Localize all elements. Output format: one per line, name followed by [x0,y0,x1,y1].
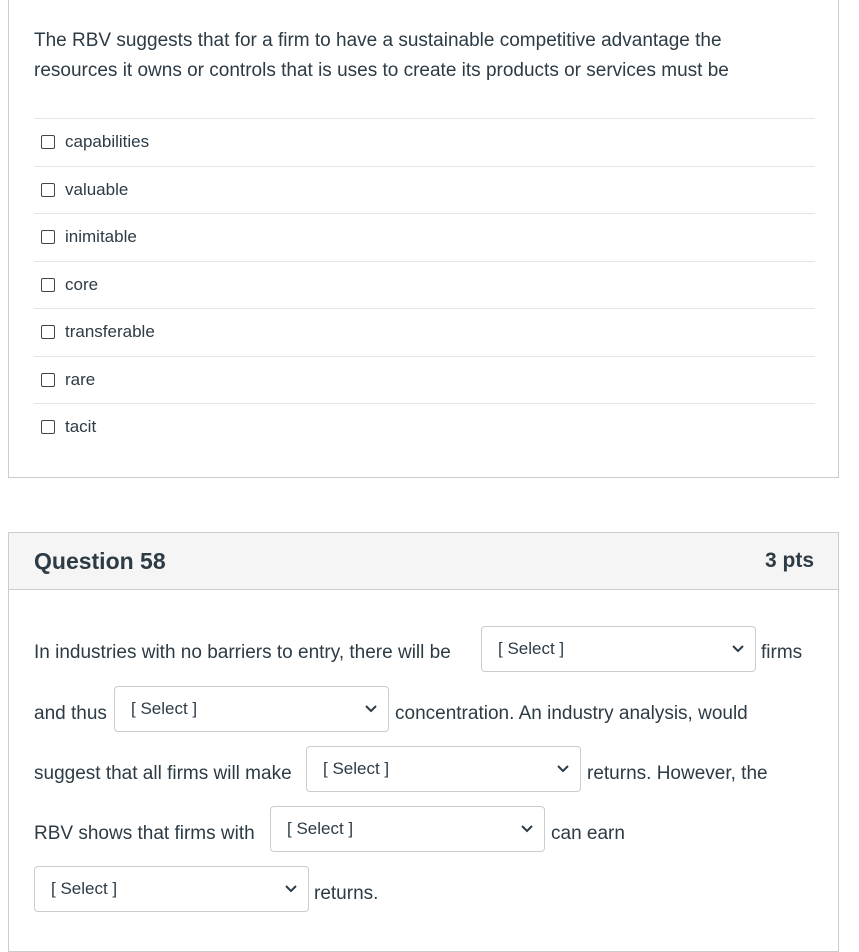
select-placeholder: [ Select ] [131,699,198,718]
answer-option[interactable] [34,118,815,166]
question-text: suggest that all firms will make [34,763,292,784]
answer-label: tacit [65,417,97,437]
checkbox[interactable] [41,135,55,149]
question-panel-prev [8,0,839,478]
checkbox[interactable] [41,183,55,197]
checkbox[interactable] [41,373,55,387]
chevron-down-icon [284,881,298,895]
answer-option[interactable] [34,356,815,404]
answer-option[interactable] [34,308,815,356]
question-text: returns. However, the [587,763,768,784]
checkbox[interactable] [41,230,55,244]
question-text: and thus [34,703,107,724]
question-header [9,533,838,590]
answer-label: core [65,274,99,294]
question-prompt: The RBV suggests that for a firm to have a sustainable competitive advantage the resources it owns or controls that is uses to create its products or services must be [34,30,729,81]
answer-select-1[interactable] [481,626,756,672]
answer-label: inimitable [65,227,137,247]
chevron-down-icon [364,701,378,715]
select-placeholder: [ Select ] [51,879,118,898]
answer-label: capabilities [65,132,150,152]
answer-option[interactable] [34,261,815,309]
answer-option[interactable] [34,213,815,261]
answer-option[interactable] [34,403,815,451]
chevron-down-icon [731,641,745,655]
question-text: firms [761,642,803,663]
question-text: RBV shows that firms with [34,823,255,844]
answer-select-4[interactable] [270,806,545,852]
select-placeholder: [ Select ] [498,639,565,658]
answer-select-2[interactable] [114,686,389,732]
chevron-down-icon [556,761,570,775]
answer-list [34,118,815,451]
chevron-down-icon [520,821,534,835]
answer-label: valuable [65,179,129,199]
answer-select-5[interactable] [34,866,309,912]
question-text: concentration. An industry analysis, would [395,703,748,724]
select-placeholder: [ Select ] [287,819,354,838]
question-points: 3 pts [764,549,814,572]
question-title: Question 58 [34,547,166,574]
checkbox[interactable] [41,325,55,339]
checkbox[interactable] [41,278,55,292]
answer-option[interactable] [34,166,815,214]
answer-label: rare [65,369,96,389]
select-placeholder: [ Select ] [323,759,390,778]
answer-label: transferable [65,322,155,342]
answer-select-3[interactable] [306,746,581,792]
question-text: In industries with no barriers to entry, there will be [34,642,451,663]
question-text: can earn [551,823,625,844]
question-text: returns. [314,883,379,904]
checkbox[interactable] [41,420,55,434]
